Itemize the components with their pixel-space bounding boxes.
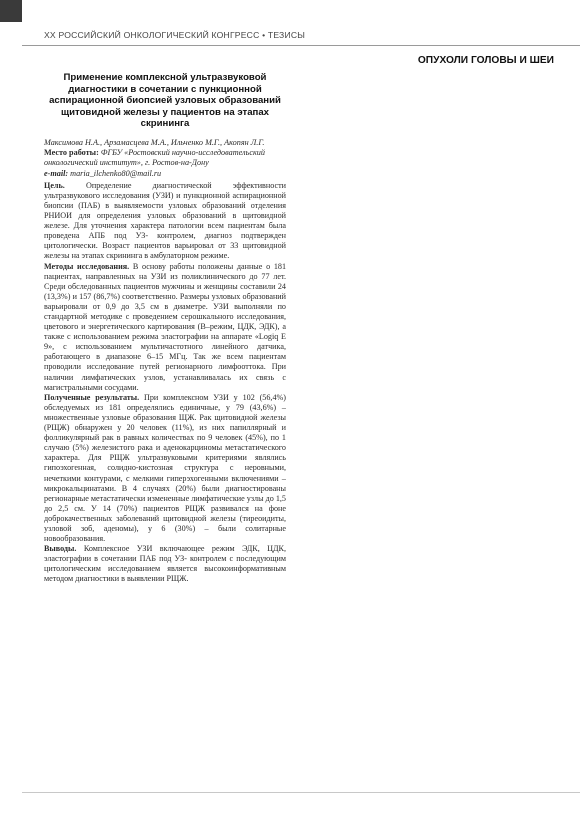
workplace-label: Место работы: bbox=[44, 148, 99, 158]
goal-paragraph bbox=[44, 181, 286, 262]
header-divider bbox=[22, 45, 580, 46]
running-header: XX РОССИЙСКИЙ ОНКОЛОГИЧЕСКИЙ КОНГРЕСС • ТЕЗИСЫ bbox=[44, 30, 306, 40]
footer-divider bbox=[22, 792, 580, 793]
methods-text: В основу работы положены данные о 181 пациентах, направленных на УЗИ из поликлинического до 77 лет. Среди обследованных пациентов мужчины и женщины составили 24 (13,3%) и 157 (86,7%) соответственно. Размеры узловых образований варьировали от 0,9 до 3,5 см в диаметре. УЗИ выполняли по стандартной методике с проведением серошкального исследования, цветового и энергетического картирования (В–режим, ЦДК, ЭДК), а также с использованием режима эластографии на аппарате «Logiq E 9», с использованием мультичастотного линейного датчика, работающего в диапазоне 6–15 МГц. Так же всем пациентам проводили исследование путей регионарного лимфооттока. При наличии лимфатических узлов, устанавливалась их связь с магистральными сосудами. bbox=[44, 261, 287, 392]
results-text: При комплексном УЗИ у 102 (56,4%) обследуемых из 181 определялись единичные, у 79 (43,6%) – множественные узловые образования ЩЖ. Рак щитовидной железы (РЩЖ) обнаружен у 20 человек (11%), из них папиллярный и фолликулярный рак в равных количествах по 9 человек (45%), по 1 случаю (5%) железистого рака и аденокарциномы метастатического характера. Для РЩЖ ультразвуковыми критериями являлись гипоэхогенная, солидно-кистозная структура с неровными, нечеткими контурами, с мелкими гиперэхогенными включениями – микрокальцинатами. В 4 случаях (20%) были диагностированы регионарные метастатически измененные лимфатические узлы до 1,5 до 2,5 см. У 14 (70%) пациентов РЩЖ развивался на фоне доброкачественных заболеваний щитовидной железы (тиреоидиты, узловой зоб, аденомы), у 6 (30%) – были солитарные новообразования. bbox=[44, 392, 286, 544]
results-label: Полученные результаты. bbox=[44, 392, 140, 402]
conclusions-text: Комплексное УЗИ включающее режим ЭДК, ЦДК, эластографии в сочетании ПАБ под УЗ- контролем с последующим цитологическим исследованием является высокоинформативным методом диагностики в выявлении РЩЖ. bbox=[44, 544, 286, 584]
workplace-value: ФГБУ «Ростовский научно-исследовательский онкологический институт», г. Ростов-на-Дону bbox=[44, 148, 265, 168]
conclusions-label: Выводы. bbox=[44, 544, 77, 554]
email-value: maria_ilchenko80@mail.ru bbox=[70, 168, 162, 178]
section-title: ОПУХОЛИ ГОЛОВЫ И ШЕИ bbox=[417, 55, 554, 66]
email-label: e-mail: bbox=[44, 168, 69, 178]
abstract-title: Применение комплексной ультразвуковой диагностики в сочетании с пункционной аспирационной биопсией узловых образований щитовидной железы у пациентов на этапах скрининга bbox=[49, 72, 281, 130]
goal-label: Цель. bbox=[44, 180, 65, 190]
workplace bbox=[44, 148, 286, 168]
authors: Максимова Н.А., Арзамасцева М.А., Ильченко М.Г., Акопян Л.Г. bbox=[44, 137, 265, 147]
results-paragraph bbox=[44, 393, 286, 544]
page-corner-marker bbox=[0, 0, 22, 22]
email bbox=[44, 169, 286, 179]
methods-paragraph bbox=[44, 262, 286, 393]
methods-label: Методы исследования. bbox=[44, 261, 130, 271]
goal-text: Определение диагностической эффективности ультразвукового исследования (УЗИ) и пункционной аспирационной биопсии (ПАБ) в выявляемости узловых образований отделения РНИОИ для определения узловых образований в щитовидной железе. Для уточнения характера патологии всем пациентам была проведена АПБ под УЗ- контролем, диагноз подтвержден цитологически. Возраст пациентов варьировал от 33 щитовидной железы на этапах скрининга в амбулаторном режиме. bbox=[44, 180, 287, 261]
abstract bbox=[44, 72, 286, 585]
conclusions-paragraph bbox=[44, 544, 286, 584]
